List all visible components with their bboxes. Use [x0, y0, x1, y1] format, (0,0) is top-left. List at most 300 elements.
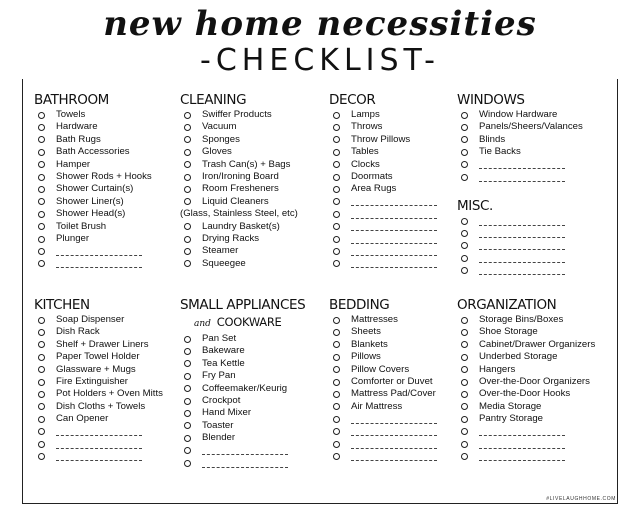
checkbox-circle-icon[interactable]: [461, 242, 468, 249]
item-list: [180, 333, 305, 469]
checkbox-circle-icon[interactable]: [184, 186, 191, 193]
blank-write-in-line: [351, 254, 437, 256]
checkbox-circle-icon[interactable]: [333, 260, 340, 267]
item-label: Doormats: [351, 170, 393, 182]
item-list: [34, 109, 152, 270]
item-label: Storage Bins/Boxes: [479, 314, 564, 325]
checkbox-circle-icon[interactable]: [461, 416, 468, 423]
item-label: Hamper: [56, 158, 91, 170]
checkbox-circle-icon[interactable]: [333, 248, 340, 255]
blank-write-in-line: [479, 261, 565, 263]
item-label: Glassware + Mugs: [56, 363, 136, 375]
item-label: Sheets: [351, 326, 381, 338]
item-label: Room Fresheners: [202, 183, 279, 195]
blank-checklist-item: [457, 438, 595, 450]
checkbox-circle-icon[interactable]: [461, 149, 468, 156]
page-title: new home necessities: [103, 4, 537, 44]
blank-checklist-item: [457, 426, 595, 438]
blank-checklist-item: [329, 221, 437, 233]
checklist-item: [180, 333, 305, 345]
subtitle-row: [0, 44, 640, 78]
item-label: Crockpot: [202, 394, 241, 406]
blank-checklist-item: [34, 245, 152, 257]
checkbox-circle-icon[interactable]: [461, 391, 468, 398]
blank-checklist-item: [329, 438, 437, 450]
item-label: Liquid Cleaners: [202, 195, 269, 207]
blank-write-in-line: [351, 242, 437, 244]
checklist-item: [329, 339, 437, 351]
item-label: Shower Curtain(s): [56, 183, 134, 195]
checklist-item: [180, 383, 305, 395]
item-label: Lamps: [351, 109, 380, 120]
checklist-item: [457, 109, 583, 121]
item-label: Mattress Pad/Cover: [351, 388, 436, 400]
checkbox-circle-icon[interactable]: [333, 441, 340, 448]
checkbox-circle-icon[interactable]: [333, 453, 340, 460]
checklist-item: [34, 376, 163, 388]
checklist-item: [180, 134, 298, 146]
checkbox-circle-icon[interactable]: [461, 329, 468, 336]
item-label: Window Hardware: [479, 109, 558, 120]
checkbox-circle-icon[interactable]: [333, 416, 340, 423]
item-label: Shoe Storage: [479, 326, 538, 338]
blank-checklist-item: [180, 457, 305, 469]
checkbox-circle-icon[interactable]: [333, 186, 340, 193]
checklist-item: [457, 146, 583, 158]
blank-write-in-line: [351, 422, 437, 424]
checkbox-circle-icon[interactable]: [38, 341, 45, 348]
item-label: Shower Rods + Hooks: [56, 170, 152, 182]
checkbox-circle-icon[interactable]: [461, 428, 468, 435]
blank-checklist-item: [457, 240, 565, 252]
checklist-item: [457, 413, 595, 425]
blank-checklist-item: [457, 215, 565, 227]
checkbox-circle-icon[interactable]: [461, 136, 468, 143]
item-label: Laundry Basket(s): [202, 220, 280, 232]
blank-checklist-item: [329, 450, 437, 462]
checkbox-circle-icon[interactable]: [461, 379, 468, 386]
blank-checklist-item: [329, 413, 437, 425]
blank-checklist-item: [329, 426, 437, 438]
item-label: Pantry Storage: [479, 413, 543, 425]
blank-write-in-line: [351, 217, 437, 219]
checklist-item: [329, 171, 437, 183]
checklist-item: [457, 351, 595, 363]
item-label: Air Mattress: [351, 400, 403, 412]
checklist-item: [180, 183, 298, 195]
checklist-item: [180, 221, 298, 233]
checklist-item: [180, 407, 305, 419]
section-title: WINDOWS: [457, 92, 525, 108]
section-subtitle: [180, 314, 305, 332]
checkbox-circle-icon[interactable]: [184, 136, 191, 143]
section-subtitle-text: COOKWARE: [216, 315, 282, 329]
checkbox-circle-icon[interactable]: [38, 354, 45, 361]
item-label: Pillows: [351, 351, 381, 363]
checkbox-circle-icon[interactable]: [461, 317, 468, 324]
item-label: Area Rugs: [351, 183, 397, 195]
checkbox-circle-icon[interactable]: [38, 112, 45, 119]
checkbox-circle-icon[interactable]: [461, 174, 468, 181]
blank-checklist-item: [34, 426, 163, 438]
checkbox-circle-icon[interactable]: [38, 198, 45, 205]
blank-write-in-line: [479, 273, 565, 275]
blank-write-in-line: [479, 236, 565, 238]
checklist-item: [180, 432, 305, 444]
blank-checklist-item: [329, 258, 437, 270]
checkbox-circle-icon[interactable]: [38, 186, 45, 193]
item-label: Swiffer Products: [202, 109, 272, 120]
item-label: Hardware: [56, 121, 98, 133]
section-title: KITCHEN: [34, 297, 90, 313]
checkbox-circle-icon[interactable]: [184, 385, 191, 392]
checkbox-circle-icon[interactable]: [38, 403, 45, 410]
checklist-item: [457, 364, 595, 376]
checkbox-circle-icon[interactable]: [184, 410, 191, 417]
checklist-item: [34, 364, 163, 376]
blank-write-in-line: [351, 434, 437, 436]
item-label: Media Storage: [479, 400, 542, 412]
checklist-item: [180, 146, 298, 158]
checkbox-circle-icon[interactable]: [38, 453, 45, 460]
item-label: Plunger: [56, 232, 90, 244]
checklist-item: [34, 121, 152, 133]
item-label: Hangers: [479, 363, 516, 375]
blank-write-in-line: [56, 254, 142, 256]
checklist-item: [329, 183, 437, 195]
checklist-item: [34, 109, 152, 121]
item-label: Fire Extinguisher: [56, 375, 128, 387]
checklist-item: [180, 345, 305, 357]
checkbox-circle-icon[interactable]: [333, 403, 340, 410]
section-title: ORGANIZATION: [457, 297, 557, 313]
checklist-item: [329, 121, 437, 133]
item-label: Mattresses: [351, 314, 398, 325]
section-organization: [457, 297, 595, 463]
checklist-item: [457, 134, 583, 146]
checkbox-circle-icon[interactable]: [38, 441, 45, 448]
checkbox-circle-icon[interactable]: [184, 112, 191, 119]
section-small-appliances: [180, 297, 305, 469]
blank-write-in-line: [351, 229, 437, 231]
section-title: BATHROOM: [34, 92, 109, 108]
checkbox-circle-icon[interactable]: [461, 354, 468, 361]
blank-write-in-line: [479, 248, 565, 250]
checkbox-circle-icon[interactable]: [333, 174, 340, 181]
item-label: Bath Accessories: [56, 146, 130, 158]
section-decor: [329, 92, 437, 270]
checkbox-circle-icon[interactable]: [184, 373, 191, 380]
item-label: Coffeemaker/Keurig: [202, 382, 288, 394]
item-label: Iron/Ironing Board: [202, 170, 279, 182]
checklist-item: [329, 376, 437, 388]
checkbox-circle-icon[interactable]: [184, 422, 191, 429]
checkbox-circle-icon[interactable]: [333, 379, 340, 386]
blank-write-in-line: [202, 453, 288, 455]
checklist-item: [329, 364, 437, 376]
item-label: Pot Holders + Oven Mitts: [56, 388, 163, 400]
item-label: Cabinet/Drawer Organizers: [479, 338, 596, 350]
item-label: Paper Towel Holder: [56, 351, 140, 363]
checkbox-circle-icon[interactable]: [461, 366, 468, 373]
item-label: Blender: [202, 432, 236, 444]
item-list: [329, 314, 437, 463]
item-label: Gloves: [202, 146, 232, 158]
checkbox-circle-icon[interactable]: [333, 317, 340, 324]
item-label: Vacuum: [202, 121, 237, 133]
blank-checklist-item: [329, 196, 437, 208]
section-misc: [457, 198, 565, 277]
checklist-item: [180, 159, 298, 171]
checkbox-circle-icon[interactable]: [38, 149, 45, 156]
checklist-item: [34, 146, 152, 158]
checkbox-circle-icon[interactable]: [38, 236, 45, 243]
checklist-item: [180, 196, 298, 208]
blank-write-in-line: [56, 459, 142, 461]
checklist-item: [329, 109, 437, 121]
blank-checklist-item: [329, 208, 437, 220]
checklist-item: [34, 183, 152, 195]
item-label: Dish Cloths + Towels: [56, 400, 146, 412]
section-title: BEDDING: [329, 297, 390, 313]
section-kitchen: [34, 297, 163, 463]
section-windows: [457, 92, 583, 183]
checkbox-circle-icon[interactable]: [184, 260, 191, 267]
checkbox-circle-icon[interactable]: [184, 336, 191, 343]
checkbox-circle-icon[interactable]: [38, 136, 45, 143]
checkbox-circle-icon[interactable]: [333, 329, 340, 336]
checkbox-circle-icon[interactable]: [184, 198, 191, 205]
item-label: Shower Liner(s): [56, 195, 124, 207]
checklist-item: [34, 171, 152, 183]
item-label: Squeegee: [202, 257, 246, 269]
checkbox-circle-icon[interactable]: [333, 149, 340, 156]
blank-write-in-line: [479, 434, 565, 436]
checkbox-circle-icon[interactable]: [333, 428, 340, 435]
checklist-item: [34, 159, 152, 171]
checkbox-circle-icon[interactable]: [38, 174, 45, 181]
blank-checklist-item: [457, 171, 583, 183]
section-bathroom: [34, 92, 152, 270]
checklist-item: [34, 388, 163, 400]
blank-write-in-line: [351, 459, 437, 461]
checkbox-circle-icon[interactable]: [333, 112, 340, 119]
item-list: [457, 109, 583, 183]
blank-checklist-item: [180, 445, 305, 457]
item-list: [34, 314, 163, 463]
checkbox-circle-icon[interactable]: [461, 453, 468, 460]
item-label: Fry Pan: [202, 370, 236, 382]
item-label: Pillow Covers: [351, 363, 410, 375]
checklist-item: [329, 314, 437, 326]
checkbox-circle-icon[interactable]: [184, 447, 191, 454]
checklist-item: [457, 339, 595, 351]
item-label: Dish Rack: [56, 326, 100, 338]
checklist-item: [457, 326, 595, 338]
item-label: Tie Backs: [479, 146, 521, 158]
checkbox-circle-icon[interactable]: [38, 223, 45, 230]
checkbox-circle-icon[interactable]: [333, 341, 340, 348]
checklist-item: [329, 351, 437, 363]
checklist-item: [34, 134, 152, 146]
item-label: Shower Head(s): [56, 208, 126, 220]
item-label: Sponges: [202, 133, 240, 145]
checklist-item: [457, 314, 595, 326]
checkbox-circle-icon[interactable]: [333, 161, 340, 168]
item-label: Trash Can(s) + Bags: [202, 158, 291, 170]
item-list: [457, 215, 565, 277]
checkbox-circle-icon[interactable]: [184, 174, 191, 181]
checkbox-circle-icon[interactable]: [184, 360, 191, 367]
item-label: Throws: [351, 121, 383, 133]
checkbox-circle-icon[interactable]: [38, 211, 45, 218]
checklist-item: [34, 326, 163, 338]
blank-checklist-item: [329, 245, 437, 257]
checkbox-circle-icon[interactable]: [184, 248, 191, 255]
item-label: Over-the-Door Organizers: [479, 375, 590, 387]
item-list: [457, 314, 595, 463]
checklist-item: [329, 146, 437, 158]
checkbox-circle-icon[interactable]: [184, 149, 191, 156]
item-label: Hand Mixer: [202, 407, 252, 419]
checkbox-circle-icon[interactable]: [461, 267, 468, 274]
checkbox-circle-icon[interactable]: [333, 223, 340, 230]
checkbox-circle-icon[interactable]: [461, 124, 468, 131]
checklist-item: [329, 401, 437, 413]
checkbox-circle-icon[interactable]: [461, 230, 468, 237]
blank-write-in-line: [56, 434, 142, 436]
checkbox-circle-icon[interactable]: [333, 136, 340, 143]
checkbox-circle-icon[interactable]: [38, 391, 45, 398]
blank-write-in-line: [479, 447, 565, 449]
checkbox-circle-icon[interactable]: [333, 198, 340, 205]
checkbox-circle-icon[interactable]: [184, 435, 191, 442]
section-title: DECOR: [329, 92, 376, 108]
checkbox-circle-icon[interactable]: [38, 329, 45, 336]
item-label: Can Opener: [56, 413, 109, 425]
item-label: Throw Pillows: [351, 133, 411, 145]
checklist-item: [329, 159, 437, 171]
blank-checklist-item: [457, 252, 565, 264]
checkbox-circle-icon[interactable]: [461, 441, 468, 448]
checkbox-circle-icon[interactable]: [38, 428, 45, 435]
checkbox-circle-icon[interactable]: [333, 236, 340, 243]
checkbox-circle-icon[interactable]: [333, 124, 340, 131]
item-list: [329, 109, 437, 270]
item-label: Underbed Storage: [479, 351, 558, 363]
checklist-item: [34, 339, 163, 351]
checkbox-circle-icon[interactable]: [184, 223, 191, 230]
blank-write-in-line: [351, 204, 437, 206]
checkbox-circle-icon[interactable]: [184, 161, 191, 168]
item-label: Panels/Sheers/Valances: [479, 121, 583, 133]
footer-url: #LIVELAUGHHOME.COM: [546, 496, 616, 502]
blank-checklist-item: [34, 438, 163, 450]
item-label: Comforter or Duvet: [351, 375, 433, 387]
checklist-item: [180, 171, 298, 183]
checkbox-circle-icon[interactable]: [38, 124, 45, 131]
checklist-item: [329, 326, 437, 338]
item-label: Blinds: [479, 133, 506, 145]
checkbox-circle-icon[interactable]: [184, 348, 191, 355]
item-label: Over-the-Door Hooks: [479, 388, 571, 400]
checklist-item: [180, 109, 298, 121]
blank-write-in-line: [351, 266, 437, 268]
blank-checklist-item: [457, 159, 583, 171]
item-label: Bakeware: [202, 345, 245, 357]
item-label: Toaster: [202, 419, 234, 431]
section-title: CLEANING: [180, 92, 247, 108]
checklist-item: [180, 233, 298, 245]
checklist-item: [180, 121, 298, 133]
checkbox-circle-icon[interactable]: [333, 354, 340, 361]
checklist-item: [457, 376, 595, 388]
checkbox-circle-icon[interactable]: [38, 379, 45, 386]
checkbox-circle-icon[interactable]: [461, 255, 468, 262]
checklist-item: [329, 388, 437, 400]
blank-checklist-item: [457, 265, 565, 277]
blank-write-in-line: [56, 266, 142, 268]
checklist-item: [329, 134, 437, 146]
page-subtitle: -CHECKLIST-: [200, 43, 440, 78]
checklist-item: [34, 401, 163, 413]
checkbox-circle-icon[interactable]: [38, 416, 45, 423]
checkbox-circle-icon[interactable]: [184, 124, 191, 131]
checkbox-circle-icon[interactable]: [38, 260, 45, 267]
section-cleaning: [180, 92, 298, 270]
section-title: SMALL APPLIANCES: [180, 297, 306, 313]
section-subtitle-amp: and: [194, 319, 211, 329]
checkbox-circle-icon[interactable]: [38, 317, 45, 324]
checkbox-circle-icon[interactable]: [461, 218, 468, 225]
checkbox-circle-icon[interactable]: [461, 341, 468, 348]
checkbox-circle-icon[interactable]: [461, 403, 468, 410]
blank-checklist-item: [34, 450, 163, 462]
item-list: [180, 109, 298, 270]
checkbox-circle-icon[interactable]: [38, 248, 45, 255]
checkbox-circle-icon[interactable]: [461, 112, 468, 119]
checkbox-circle-icon[interactable]: [461, 161, 468, 168]
checklist-item: [180, 245, 298, 257]
blank-write-in-line: [202, 466, 288, 468]
item-label: Soap Dispenser: [56, 314, 125, 325]
checklist-item: [34, 233, 152, 245]
item-label: Tables: [351, 146, 379, 158]
checkbox-circle-icon[interactable]: [184, 236, 191, 243]
checkbox-circle-icon[interactable]: [333, 391, 340, 398]
item-label: Pan Set: [202, 333, 237, 344]
checkbox-circle-icon[interactable]: [184, 460, 191, 467]
checkbox-circle-icon[interactable]: [333, 211, 340, 218]
item-label: Bath Rugs: [56, 133, 101, 145]
blank-checklist-item: [329, 233, 437, 245]
blank-checklist-item: [34, 258, 152, 270]
blank-write-in-line: [479, 459, 565, 461]
blank-checklist-item: [457, 450, 595, 462]
checklist-item: [457, 401, 595, 413]
item-label: Tea Kettle: [202, 357, 245, 369]
item-label: Towels: [56, 109, 86, 120]
checkbox-circle-icon[interactable]: [184, 398, 191, 405]
checkbox-circle-icon[interactable]: [38, 366, 45, 373]
blank-write-in-line: [479, 224, 565, 226]
checklist-item: [34, 351, 163, 363]
item-label: Clocks: [351, 158, 380, 170]
checkbox-circle-icon[interactable]: [333, 366, 340, 373]
item-label: Drying Racks: [202, 232, 260, 244]
item-label: Blankets: [351, 338, 388, 350]
checkbox-circle-icon[interactable]: [38, 161, 45, 168]
